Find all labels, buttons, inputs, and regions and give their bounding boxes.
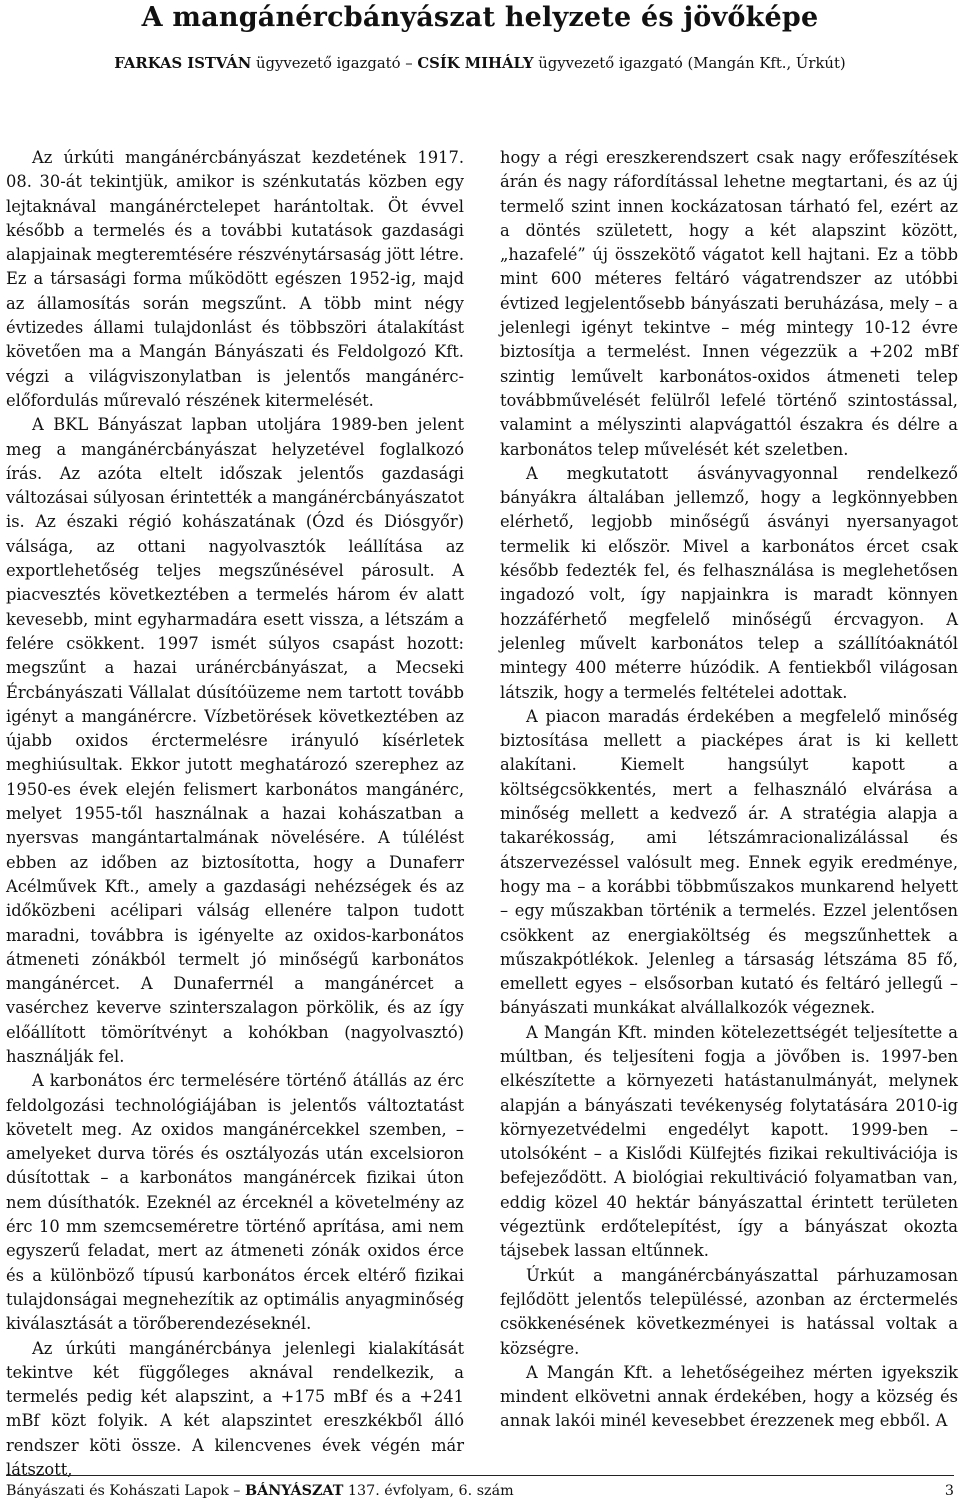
left-column — [6, 146, 464, 1482]
right-column — [500, 146, 958, 1434]
footer-divider — [6, 1475, 954, 1476]
paragraph: A Mangán Kft. minden kötelezettségét teljesítette a múltban, és teljesíteni fogja a jövőben is. 1997-ben elkészítette a környezeti hatástanulmányát, melynek alapján a bányászati tevékenység folytatására 2010-ig környezetvédelmi engedélyt kapott. 1999-ben – utolsóként – a Kislődi Külfejtés fizikai rekultivációja is befejeződött. A biológiai rekultiváció folyamatban van, eddig közel 40 hektár bányászattal érintett területen végeztünk erdőtelepítést, így a bányászat okozta tájsebek lassan eltűnnek. — [500, 1022, 958, 1261]
paragraph: A Mangán Kft. a lehetőségeihez mérten igyekszik mindent elkövetni annak érdekében, hogy a község és annak lakói minél kevesebbet érezzenek meg ebből. A — [500, 1362, 958, 1431]
article-title: A mangánércbányászat helyzete és jövőképe — [141, 2, 819, 33]
paragraph: A megkutatott ásványvagyonnal rendelkező bányákra általában jellemző, hogy a legkönnyebben elérhető, legjobb minőségű ásványi nyersanyagot termelik ki először. Mivel a karbonátos ércet csak később fedezték fel, és felhasználása is meglehetősen ingadozó volt, így napjainkra is maradt könnyen hozzáférhető megfelelő minőségű ércvagyon. A jelenleg művelt karbonátos telep a szállítóaknától mintegy 400 méterre húzódik. A fentiekből világosan látszik, hogy a termelés feltételei adottak. — [500, 463, 958, 702]
author-role-2: ügyvezető igazgató (Mangán Kft., Úrkút) — [538, 55, 846, 72]
author-role-1: ügyvezető igazgató – — [255, 55, 413, 72]
journal-volume: 137. évfolyam, 6. szám — [347, 1483, 514, 1499]
journal-info — [6, 1483, 514, 1499]
author-name-2: CSÍK MIHÁLY — [417, 55, 534, 72]
paragraph: A karbonátos érc termelésére történő átállás az érc feldolgozási technológiájában is jelentős változtatást követelt meg. Az oxidos mangánércekkel szemben, – amelyeket durva törés és osztályozás után excelsioron dúsítottak – a karbonátos mangánércek fizikai úton nem dúsíthatók. Ezeknél az érceknél a követelmény az érc 10 mm szemcseméretre történő aprítása, ami nem egyszerű feladat, mert az átmeneti zónák oxidos érce és a különböző típusú karbonátos ércek eltérő fizikai tulajdonságai megnehezítik az optimális anyagminőség kiválasztását a törőberendezéseknél. — [6, 1071, 464, 1334]
author-name-1: FARKAS ISTVÁN — [114, 55, 252, 72]
journal-name: BÁNYÁSZAT — [245, 1483, 344, 1499]
page-number: 3 — [944, 1483, 954, 1499]
paragraph: A BKL Bányászat lapban utoljára 1989-ben jelent meg a mangánércbányászat helyzetével foglalkozó írás. Az azóta eltelt időszak jelentős gazdasági változásai súlyosan érintették a mangánércbányászatot is. Az északi régió kohászatának (Ózd és Diósgyőr) válsága, az ottani nagyolvasztók leállítása az exportlehetőség teljes megszűnésével párosult. A piacvesztés következtében a termelés három év alatt kevesebb, mint egyharmadára esett vissza, a létszám a felére csökkent. 1997 ismét súlyos csapást hozott: megszűnt a hazai uránércbányászat, a Mecseki Ércbányászati Vállalat dúsítóüzeme nem tartott tovább igényt a mangánércre. Vízbetörések következtében az újabb oxidos érctermelésre irányuló kísérletek meghiúsultak. Ekkor jutott meghatározó szerephez az 1950-es évek elején felismert karbonátos mangánérc, melyet 1955-től használnak a hazai kohászatban a nyersvas mangántartalmának növelésére. A túlélést ebben az időben az biztosította, hogy a Dunaferr Acélművek Kft., amely a gazdasági nehézségek és az időközbeni acélipari válság ellenére talpon tudott maradni, továbbra is igényelte az oxidos-karbonátos átmeneti zónákból termelt jó minőségű karbonátos mangánércet. A Dunaferrnél a mangánércet a vasérchez keverve szinterszalagon pörkölik, és az így előállított tömörítvényt a kohókban (nagyolvasztó) használják fel. — [6, 415, 464, 1066]
page-footer — [6, 1482, 954, 1500]
paragraph: hogy a régi ereszkerendszert csak nagy erőfeszítések árán és nagy ráfordítással lehetne megtartani, és az új termelő szint innen kockázatosan tárható fel, ezért az a döntés született, hogy a két alapszint között, „hazafelé” új összekötő vágatot kell hajtani. Ez a több mint 600 méteres feltáró vágatrendszer az utóbbi évtized legjelentősebb bányászati beruházása, mely – a jelenlegi igényt tekintve – még mintegy 10-12 évre biztosítja a termelést. Innen végezzük a +202 mBf szintig leművelt karbonátos-oxidos átmeneti telep továbbművelését felülről lefelé történő szintostással, valamint a mélyszinti alapvágattól északra és délre a karbonátos telep művelését két szeletben. — [500, 148, 958, 459]
paragraph: Úrkút a mangánércbányászattal párhuzamosan fejlődött jelentős településsé, azonban az érctermelés csökkenésének következményei is hatással voltak a községre. — [500, 1265, 958, 1358]
article-authors — [0, 55, 960, 72]
paragraph: Az úrkúti mangánércbányászat kezdetének 1917. 08. 30-át tekintjük, amikor is szénkutatás közben egy lejtaknával mangánérctelepet harántoltak. Öt évvel később a termelés és a további kutatások gazdasági alapjainak megteremtésére részvénytársaság jött létre. Ez a társasági forma működött egészen 1952-ig, majd az államosítás során megszűnt. A több mint négy évtizedes állami tulajdonlást és többszöri átalakítást követően ma a Mangán Bányászati és Feldolgozó Kft. végzi a világviszonylatban is jelentős mangánérc-előfordulás műrevaló részének kitermelését. — [6, 148, 464, 410]
paragraph: Az úrkúti mangánércbánya jelenlegi kialakítását tekintve két függőleges aknával rendelkezik, a termelés pedig két alapszint, a +175 mBf és a +241 mBf közt folyik. A két alapszintet ereszkékből álló rendszer köti össze. A kilencvenes évek végén már látszott, — [6, 1338, 464, 1480]
journal-prefix: Bányászati és Kohászati Lapok – — [6, 1483, 241, 1499]
paragraph: A piacon maradás érdekében a megfelelő minőség biztosítása mellett a piacképes árat is ki kellett alakítani. Kiemelt hangsúlyt kapott a költségcsökkentés, mert a felhasználó elvárása a minőség mellett a kedvező ár. A stratégia alapja a takarékosság, ami létszámracionalizálással és átszervezéssel valósult meg. Ennek egyik eredménye, hogy ma – a korábbi többműszakos munkarend helyett – egy műszakban történik a termelés. Ezzel jelentősen csökkent az energiaköltség és megszűnhettek a műszakpótlékok. Jelenleg a társaság létszáma 85 fő, emellett egyes – elsősorban kutató és feltáró jellegű – bányászati munkákat alvállalkozók végeznek. — [500, 706, 958, 1018]
